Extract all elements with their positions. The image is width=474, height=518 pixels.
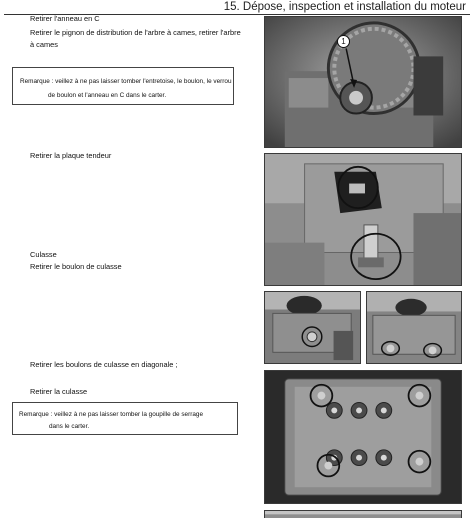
- step-remove-bolts-diagonal: Retirer les boulons de culasse en diagonale ;: [30, 360, 178, 369]
- step-remove-cam-sprocket-cont: à cames: [30, 40, 58, 49]
- note-box-1: [12, 67, 234, 105]
- step-remove-c-ring: Retirer l'anneau en C: [30, 14, 100, 23]
- note-2-line-2: dans le carter.: [49, 423, 90, 430]
- cut-off-photo: [264, 510, 462, 518]
- note-2-line-1: Remarque : veillez à ne pas laisser tomber la goupille de serrage: [19, 411, 204, 418]
- note-1-line-2: de boulon et l'anneau en C dans le carter.: [48, 92, 167, 99]
- step-remove-tensioner-plate: Retirer la plaque tendeur: [30, 151, 112, 160]
- step-remove-cam-sprocket: Retirer le pignon de distribution de l'arbre à cames, retirer l'arbre: [30, 28, 241, 37]
- cylinder-head-bolt-left-photo: [264, 291, 361, 364]
- callout-number-badge: 1: [337, 35, 350, 48]
- cylinder-head-removal-photo: [264, 370, 462, 504]
- section-title: 15. Dépose, inspection et installation du moteur: [223, 1, 466, 13]
- cylinder-head-bolt-right-photo: [366, 291, 462, 364]
- tensioner-plate-photo: [264, 153, 462, 286]
- camshaft-sprocket-photo: [264, 16, 462, 148]
- step-remove-head-bolt: Retirer le boulon de culasse: [30, 262, 122, 271]
- step-remove-cylinder-head: Retirer la culasse: [30, 387, 88, 396]
- note-1-line-1: Remarque : veillez à ne pas laisser tomber l'entretoise, le boulon, le verrou: [20, 78, 232, 85]
- note-box-2: [12, 402, 238, 435]
- heading-cylinder-head: Culasse: [30, 250, 57, 259]
